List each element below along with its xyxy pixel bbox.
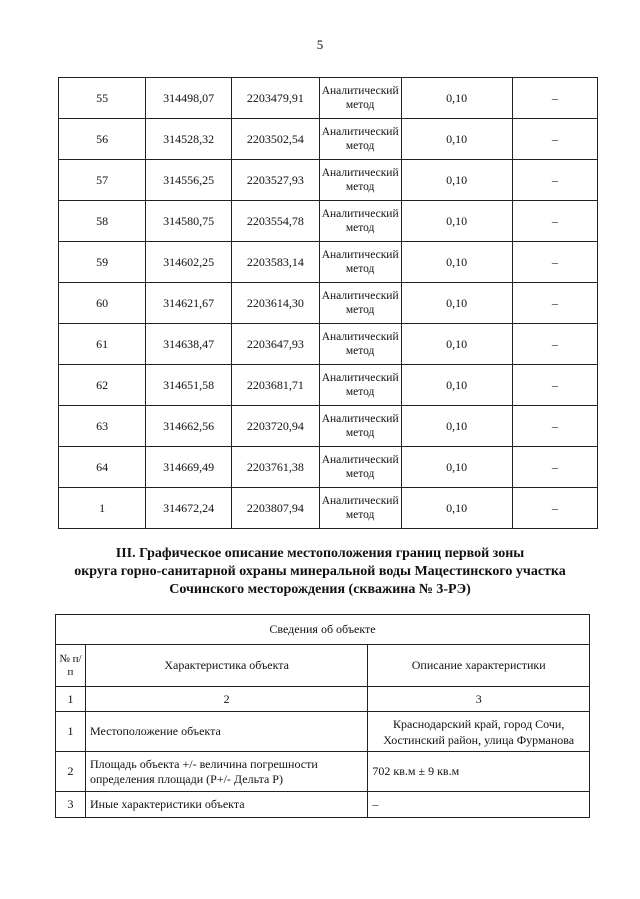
row-y-coordinate: 2203614,30 [231,283,319,324]
row-error: 0,10 [401,447,512,488]
row-number: 62 [59,365,146,406]
row-x-coordinate: 314638,47 [146,324,232,365]
row-note: – [512,78,597,119]
row-y-coordinate: 2203647,93 [231,324,319,365]
row-method: Аналитический метод [319,78,401,119]
table-row [59,488,598,529]
row-description: – [368,792,590,818]
row-x-coordinate: 314669,49 [146,447,232,488]
row-number: 63 [59,406,146,447]
row-error: 0,10 [401,488,512,529]
row-note: – [512,119,597,160]
coordinates-table [58,77,598,529]
row-method: Аналитический метод [319,488,401,529]
row-error: 0,10 [401,119,512,160]
table-caption: Сведения об объекте [56,615,590,645]
row-note: – [512,201,597,242]
heading-line-2: округа горно-санитарной охраны минеральной воды Мацестинского участка [74,564,566,579]
table-row [59,365,598,406]
row-x-coordinate: 314602,25 [146,242,232,283]
row-number: 2 [56,752,86,792]
row-note: – [512,324,597,365]
row-error: 0,10 [401,78,512,119]
row-error: 0,10 [401,283,512,324]
row-y-coordinate: 2203527,93 [231,160,319,201]
row-error: 0,10 [401,160,512,201]
row-description: 702 кв.м ± 9 кв.м [368,752,590,792]
row-number: 60 [59,283,146,324]
index-col-3: 3 [368,687,590,712]
row-x-coordinate: 314528,32 [146,119,232,160]
row-method: Аналитический метод [319,160,401,201]
row-error: 0,10 [401,324,512,365]
header-num: № п/п [56,645,86,687]
row-method: Аналитический метод [319,119,401,160]
row-number: 1 [56,712,86,752]
row-characteristic: Иные характеристики объекта [85,792,367,818]
row-number: 59 [59,242,146,283]
row-method: Аналитический метод [319,365,401,406]
row-note: – [512,283,597,324]
row-x-coordinate: 314672,24 [146,488,232,529]
row-method: Аналитический метод [319,201,401,242]
row-characteristic: Местоположение объекта [85,712,367,752]
section-heading [40,545,600,599]
row-y-coordinate: 2203720,94 [231,406,319,447]
page-number: 5 [316,37,324,52]
table-row [59,283,598,324]
table-row [59,160,598,201]
row-x-coordinate: 314580,75 [146,201,232,242]
row-number: 58 [59,201,146,242]
row-number: 57 [59,160,146,201]
row-y-coordinate: 2203761,38 [231,447,319,488]
header-description: Описание характеристики [368,645,590,687]
row-error: 0,10 [401,406,512,447]
index-col-1: 1 [56,687,86,712]
table-row [56,712,590,752]
row-x-coordinate: 314498,07 [146,78,232,119]
table-row [59,78,598,119]
row-number: 55 [59,78,146,119]
table-row [56,792,590,818]
row-x-coordinate: 314651,58 [146,365,232,406]
row-method: Аналитический метод [319,447,401,488]
row-y-coordinate: 2203583,14 [231,242,319,283]
row-note: – [512,406,597,447]
heading-line-1: III. Графическое описание местоположения границ первой зоны [115,546,525,561]
table-row [56,752,590,792]
row-number: 1 [59,488,146,529]
table-row [59,242,598,283]
row-y-coordinate: 2203479,91 [231,78,319,119]
index-col-2: 2 [85,687,367,712]
row-number: 61 [59,324,146,365]
row-number: 3 [56,792,86,818]
row-note: – [512,160,597,201]
row-note: – [512,242,597,283]
row-method: Аналитический метод [319,242,401,283]
object-info-table [55,614,590,818]
row-y-coordinate: 2203554,78 [231,201,319,242]
table-row [59,119,598,160]
row-note: – [512,447,597,488]
row-note: – [512,365,597,406]
row-method: Аналитический метод [319,406,401,447]
row-x-coordinate: 314556,25 [146,160,232,201]
table-row [59,406,598,447]
table-row [59,447,598,488]
row-x-coordinate: 314662,56 [146,406,232,447]
row-error: 0,10 [401,201,512,242]
row-y-coordinate: 2203807,94 [231,488,319,529]
header-characteristic: Характеристика объекта [85,645,367,687]
row-error: 0,10 [401,365,512,406]
row-y-coordinate: 2203681,71 [231,365,319,406]
row-characteristic: Площадь объекта +/- величина погрешности определения площади (Р+/- Дельта Р) [85,752,367,792]
row-x-coordinate: 314621,67 [146,283,232,324]
table-row [59,324,598,365]
row-error: 0,10 [401,242,512,283]
row-y-coordinate: 2203502,54 [231,119,319,160]
table-row [59,201,598,242]
row-description: Краснодарский край, город Сочи, Хостинский район, улица Фурманова [368,712,590,752]
row-method: Аналитический метод [319,324,401,365]
row-note: – [512,488,597,529]
row-number: 64 [59,447,146,488]
row-method: Аналитический метод [319,283,401,324]
heading-line-3: Сочинского месторождения (скважина № 3-РЭ) [169,582,471,597]
row-number: 56 [59,119,146,160]
